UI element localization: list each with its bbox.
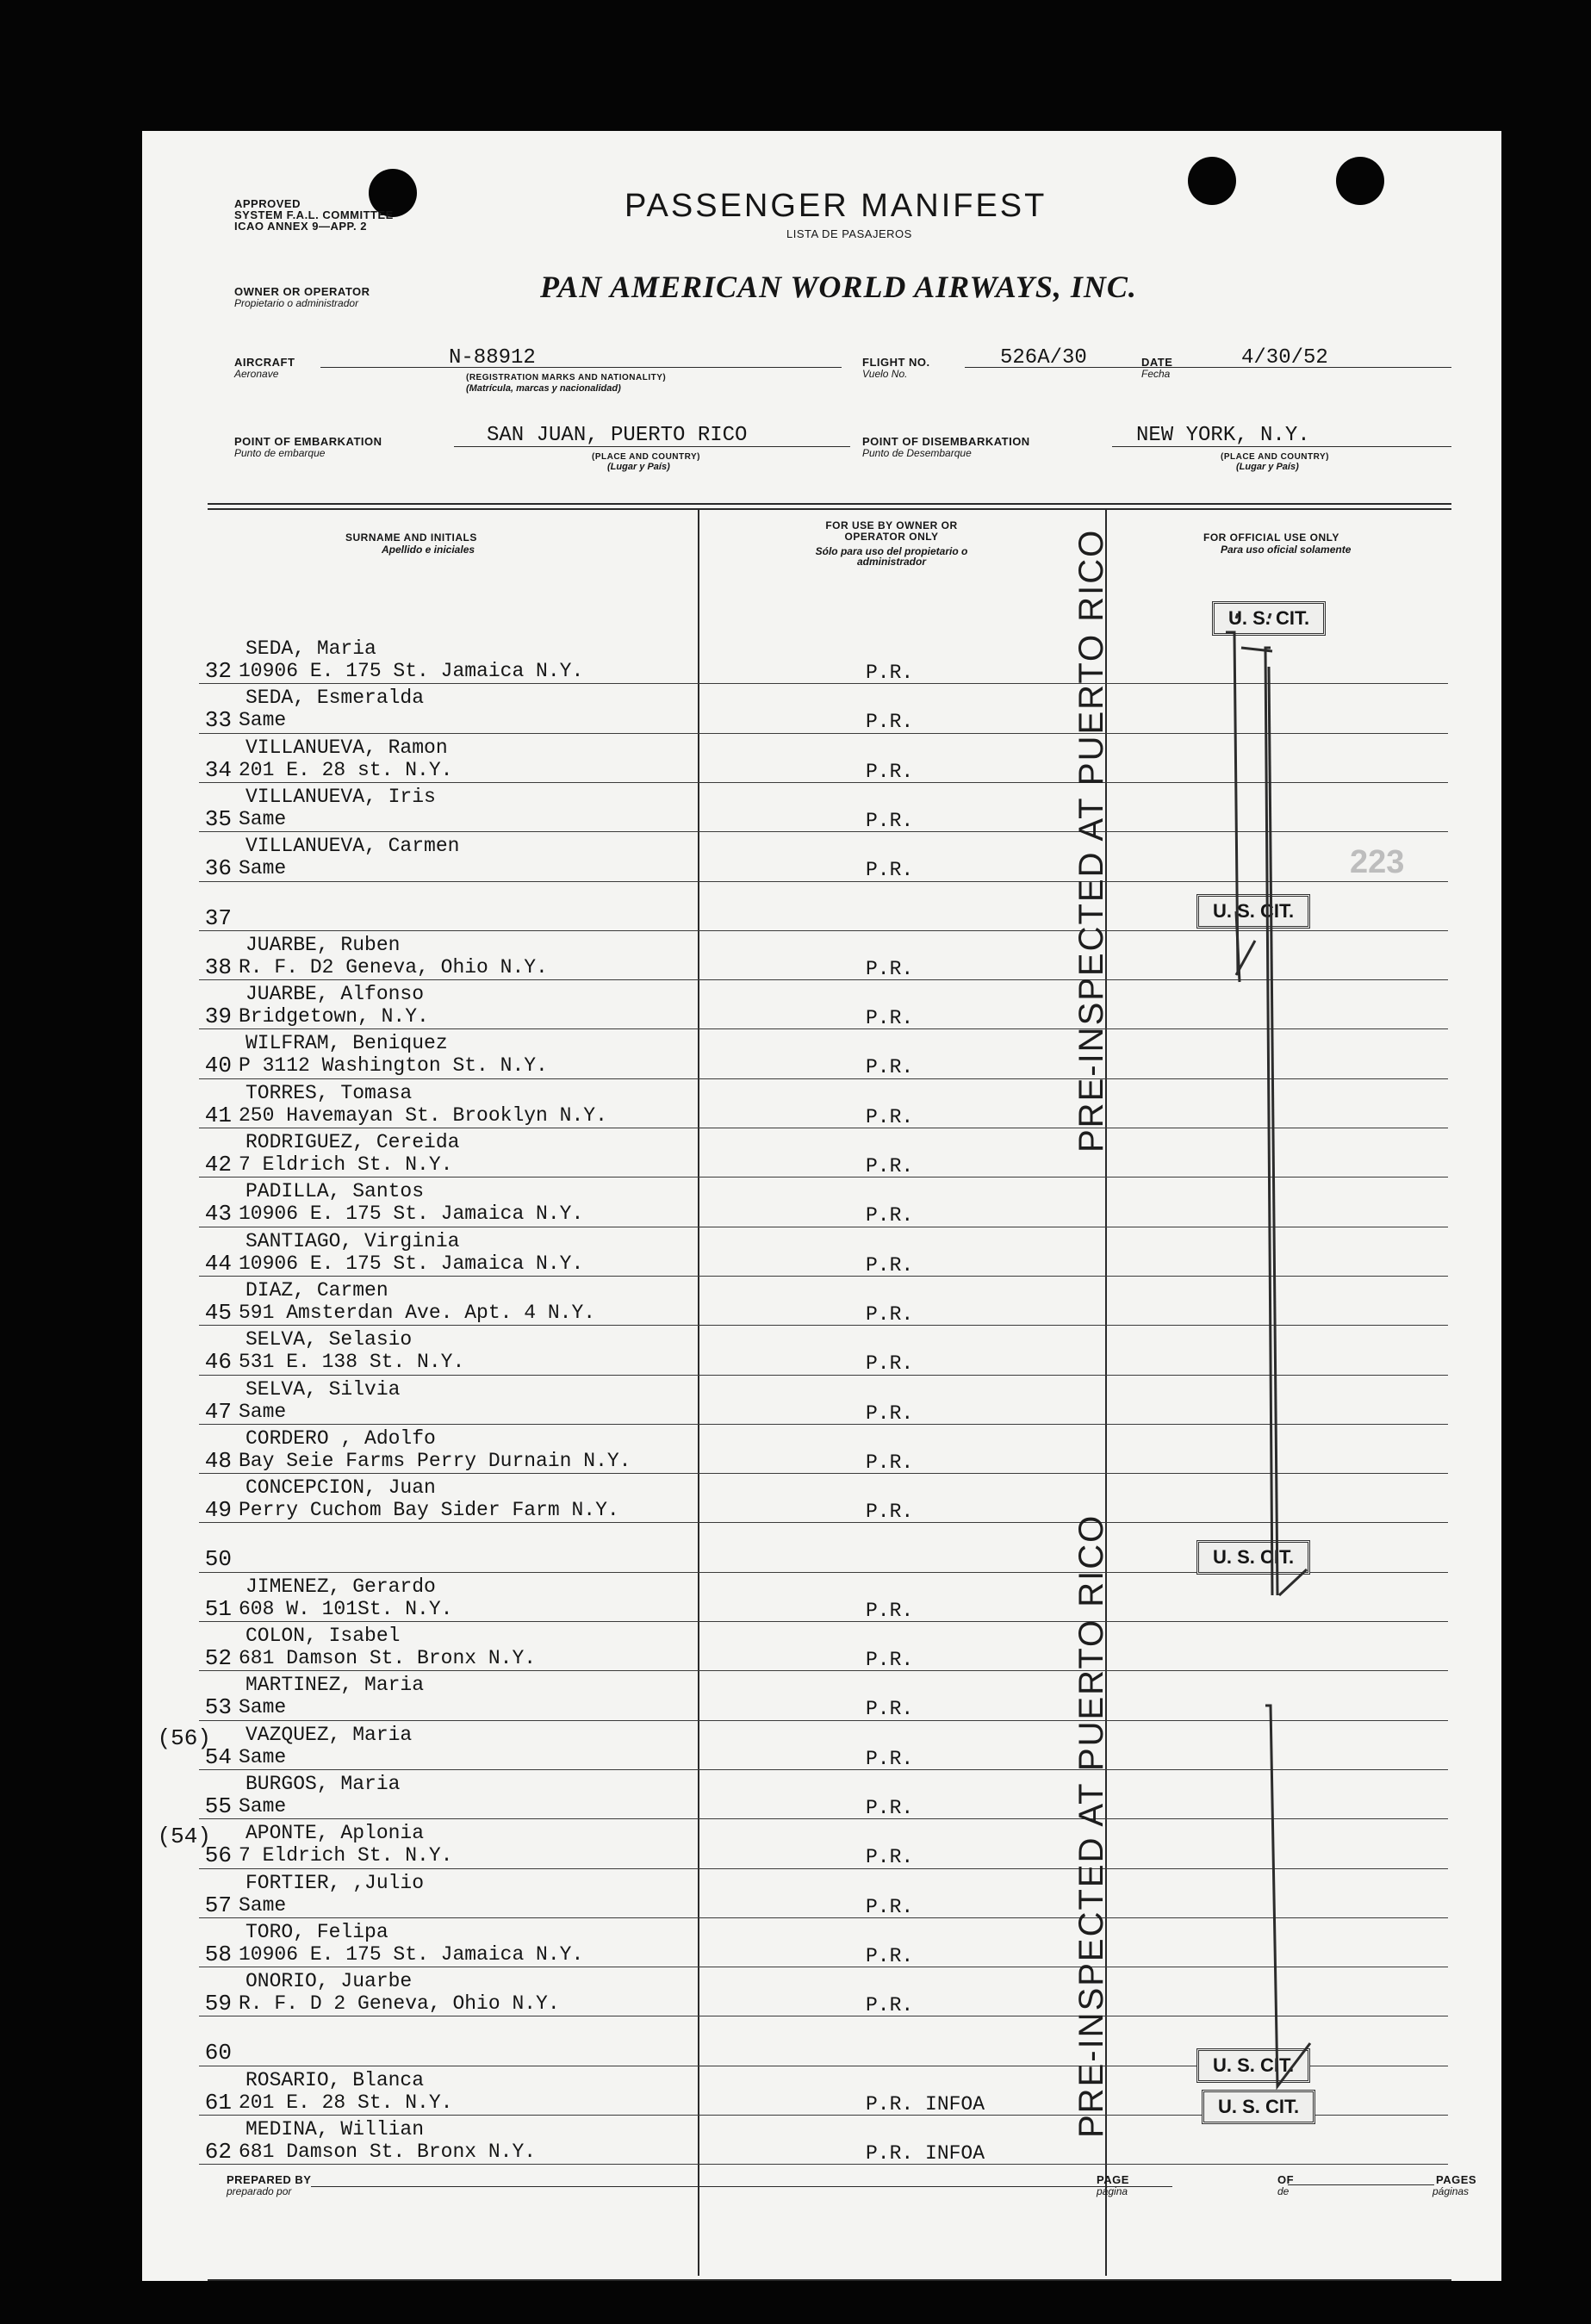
aircraft-note-es: (Matrícula, marcas y nacionalidad) <box>466 383 621 394</box>
passenger-address: 681 Damson St. Bronx N.Y. <box>239 2141 537 2163</box>
operator-code: P.R. <box>866 809 914 832</box>
of-label: OF <box>1277 2173 1295 2186</box>
passenger-address: Same <box>239 1745 287 1768</box>
aircraft-label: AIRCRAFT <box>234 356 295 369</box>
passenger-address: 201 E. 28 st. N.Y. <box>239 758 453 781</box>
passenger-name: VILLANUEVA, Iris <box>245 785 436 808</box>
operator-code: P.R. INFOA <box>866 2092 985 2116</box>
disembark-label-es: Punto de Desembarque <box>862 447 972 459</box>
passenger-name: SELVA, Silvia <box>245 1377 401 1401</box>
col-owner-header-es: Sólo para uso del propietario o administrador <box>815 545 968 568</box>
passenger-address: 201 E. 28 St. N.Y. <box>239 2091 453 2114</box>
passenger-address: Same <box>239 857 287 880</box>
operator-code: P.R. <box>866 859 914 882</box>
embark-label: POINT OF EMBARKATION <box>234 435 382 448</box>
pages-label: PAGES <box>1436 2173 1477 2186</box>
preinspected-stamp-1: PRE-INSPECTED AT PUERTO RICO <box>1072 528 1110 1153</box>
preinspected-stamp-2: PRE-INSPECTED AT PUERTO RICO <box>1072 1513 1110 2138</box>
passenger-name: JIMENEZ, Gerardo <box>245 1575 436 1598</box>
operator-code: P.R. <box>866 711 914 734</box>
operator-code: P.R. <box>866 1796 914 1819</box>
disembark-label: POINT OF DISEMBARKATION <box>862 435 1030 448</box>
row-number: 57 <box>204 1892 232 1918</box>
disembark-note-es: (Lugar y País) <box>1236 462 1299 472</box>
passenger-address: R. F. D2 Geneva, Ohio N.Y. <box>239 955 548 979</box>
row-number: 32 <box>204 658 232 684</box>
passenger-address: 250 Havemayan St. Brooklyn N.Y. <box>239 1103 607 1127</box>
passenger-name: TORO, Felipa <box>245 1920 388 1943</box>
row-number: 53 <box>204 1694 232 1721</box>
passenger-name: SELVA, Selasio <box>245 1328 413 1352</box>
row-number: 47 <box>204 1398 232 1425</box>
uscit-stamp-4: U. S. CIT. <box>1196 2048 1310 2083</box>
passenger-address: 10906 E. 175 St. Jamaica N.Y. <box>239 1942 584 1966</box>
aircraft-note: (REGISTRATION MARKS AND NATIONALITY) <box>466 373 667 382</box>
operator-code: P.R. <box>866 1253 914 1277</box>
passenger-address: 10906 E. 175 St. Jamaica N.Y. <box>239 1202 584 1226</box>
operator-code: P.R. <box>866 1501 914 1524</box>
row-number: 48 <box>204 1447 232 1474</box>
operator-code: P.R. <box>866 1944 914 1967</box>
uscit-stamp-2: U. S. CIT. <box>1196 894 1310 929</box>
passenger-name: JUARBE, Alfonso <box>245 983 425 1006</box>
passenger-address: Same <box>239 1893 287 1917</box>
passenger-address: 7 Eldrich St. N.Y. <box>239 1844 453 1867</box>
approval-block: APPROVED SYSTEM F.A.L. COMMITTEE ICAO ANNEX 9—APP. 2 <box>234 197 394 233</box>
col-surname-header-es: Apellido e iniciales <box>382 544 475 556</box>
passenger-address: P 3112 Washington St. N.Y. <box>239 1054 548 1078</box>
row-number: 37 <box>204 904 232 931</box>
row-number: 51 <box>204 1595 232 1622</box>
operator-code: P.R. <box>866 1401 914 1425</box>
page-title: PASSENGER MANIFEST <box>625 188 1047 224</box>
operator-code: P.R. <box>866 957 914 980</box>
date-value: 4/30/52 <box>1241 346 1328 370</box>
embark-value: SAN JUAN, PUERTO RICO <box>487 424 748 447</box>
passenger-address: 531 E. 138 St. N.Y. <box>239 1351 465 1374</box>
punch-hole-2 <box>1188 157 1236 205</box>
row-number: 59 <box>204 1991 232 2017</box>
pages-label-es: páginas <box>1433 2185 1470 2197</box>
col-official-header: FOR OFFICIAL USE ONLY <box>1203 531 1339 544</box>
aircraft-label-es: Aeronave <box>234 368 279 380</box>
passenger-name: MEDINA, Willian <box>245 2118 425 2141</box>
row-number: 35 <box>204 805 232 832</box>
operator-code: P.R. <box>866 1451 914 1474</box>
operator-code: P.R. <box>866 1302 914 1326</box>
operator-code: P.R. <box>866 1056 914 1079</box>
passenger-name: WILFRAM, Beniquez <box>245 1032 448 1055</box>
uscit-stamp-1: U. S. CIT. <box>1212 601 1326 636</box>
passenger-name: FORTIER, ,Julio <box>245 1871 425 1894</box>
operator-code: P.R. <box>866 1846 914 1869</box>
operator-code: P.R. <box>866 1698 914 1721</box>
operator-code: P.R. <box>866 760 914 783</box>
uscit-stamp-5: U. S. CIT. <box>1202 2090 1315 2124</box>
prepared-label-es: preparado por <box>227 2185 292 2197</box>
operator-code: P.R. <box>866 1895 914 1918</box>
row-number: 61 <box>204 2089 232 2116</box>
passenger-address: 591 Amsterdan Ave. Apt. 4 N.Y. <box>239 1301 596 1324</box>
passenger-name: ROSARIO, Blanca <box>245 2068 425 2091</box>
passenger-name: SANTIAGO, Virginia <box>245 1229 460 1252</box>
operator-code: P.R. <box>866 1599 914 1622</box>
operator-code: P.R. <box>866 1352 914 1376</box>
date-label: DATE <box>1141 356 1173 369</box>
row-number: 49 <box>204 1497 232 1524</box>
passenger-address: 608 W. 101St. N.Y. <box>239 1597 453 1620</box>
operator-code: P.R. <box>866 1204 914 1227</box>
passenger-address: R. F. D 2 Geneva, Ohio N.Y. <box>239 1992 560 2016</box>
page-label: PAGE <box>1097 2173 1129 2186</box>
owner-label-es: Propietario o administrador <box>234 297 359 309</box>
aircraft-value: N-88912 <box>449 346 536 370</box>
row-number: 62 <box>204 2139 232 2165</box>
row-number: 40 <box>204 1053 232 1079</box>
passenger-address: Bay Seie Farms Perry Durnain N.Y. <box>239 1449 631 1472</box>
embark-label-es: Punto de embarque <box>234 447 326 459</box>
disembark-value: NEW YORK, N.Y. <box>1136 424 1310 447</box>
passenger-address: Same <box>239 709 287 732</box>
uscit-stamp-3: U. S. CIT. <box>1196 1540 1310 1575</box>
disembark-note: (PLACE AND COUNTRY) <box>1221 452 1329 462</box>
ditto-marks <box>1107 613 1501 2147</box>
passenger-address: Same <box>239 1794 287 1818</box>
owner-label: OWNER OR OPERATOR <box>234 285 370 298</box>
row-number: 52 <box>204 1645 232 1671</box>
row-number: 55 <box>204 1793 232 1819</box>
passenger-address: 681 Damson St. Bronx N.Y. <box>239 1647 537 1669</box>
row-number-correction: (54) <box>157 1824 211 1850</box>
passenger-address: Same <box>239 1696 287 1719</box>
flight-value: 526A/30 <box>1000 346 1087 370</box>
row-number-correction: (56) <box>157 1724 211 1751</box>
row-number: 45 <box>204 1299 232 1326</box>
passenger-name: SEDA, Maria <box>245 637 376 660</box>
row-number: 41 <box>204 1102 232 1128</box>
owner-value: PAN AMERICAN WORLD AIRWAYS, INC. <box>540 270 1137 304</box>
passenger-name: CORDERO , Adolfo <box>245 1426 436 1450</box>
embark-note-es: (Lugar y País) <box>607 462 670 472</box>
row-number: 46 <box>204 1349 232 1376</box>
row-number: 60 <box>204 2040 232 2066</box>
passenger-address: 10906 E. 175 St. Jamaica N.Y. <box>239 660 584 682</box>
passenger-name: VILLANUEVA, Carmen <box>245 835 460 858</box>
page-label-es: página <box>1097 2185 1128 2197</box>
row-number: 33 <box>204 707 232 734</box>
col-owner-header: FOR USE BY OWNER OR OPERATOR ONLY <box>825 519 958 543</box>
operator-code: P.R. <box>866 1747 914 1770</box>
passenger-name: COLON, Isabel <box>245 1625 401 1647</box>
row-number: 38 <box>204 954 232 980</box>
passenger-address: Perry Cuchom Bay Sider Farm N.Y. <box>239 1499 619 1522</box>
row-number: 56 <box>204 1842 232 1869</box>
passenger-name: MARTINEZ, Maria <box>245 1674 425 1697</box>
operator-code: P.R. <box>866 1105 914 1128</box>
flight-label-es: Vuelo No. <box>862 368 908 380</box>
of-label-es: de <box>1277 2185 1290 2197</box>
row-number: 34 <box>204 756 232 783</box>
row-number: 50 <box>204 1546 232 1573</box>
page-number-annotation: 223 <box>1350 844 1405 880</box>
passenger-name: PADILLA, Santos <box>245 1180 425 1203</box>
operator-code: P.R. <box>866 1649 914 1671</box>
row-number: 43 <box>204 1201 232 1227</box>
row-number: 54 <box>204 1743 232 1770</box>
passenger-address: Same <box>239 807 287 830</box>
passenger-name: JUARBE, Ruben <box>245 933 401 956</box>
passenger-name: BURGOS, Maria <box>245 1772 401 1795</box>
row-number: 36 <box>204 855 232 882</box>
page-title-es: LISTA DE PASAJEROS <box>786 227 912 240</box>
passenger-name: TORRES, Tomasa <box>245 1081 413 1104</box>
manifest-sheet <box>142 131 1501 2281</box>
passenger-name: SEDA, Esmeralda <box>245 687 425 710</box>
punch-hole-3 <box>1336 157 1384 205</box>
passenger-address: 7 Eldrich St. N.Y. <box>239 1153 453 1176</box>
operator-code: P.R. <box>866 662 914 684</box>
passenger-name: DIAZ, Carmen <box>245 1278 388 1302</box>
passenger-name: APONTE, Aplonia <box>245 1822 425 1845</box>
operator-code: P.R. <box>866 1994 914 2017</box>
col-official-header-es: Para uso oficial solamente <box>1221 544 1352 556</box>
passenger-name: VILLANUEVA, Ramon <box>245 736 448 759</box>
flight-label: FLIGHT NO. <box>862 356 930 369</box>
row-number: 42 <box>204 1152 232 1178</box>
passenger-name: VAZQUEZ, Maria <box>245 1723 413 1746</box>
date-label-es: Fecha <box>1141 368 1171 380</box>
prepared-label: PREPARED BY <box>227 2173 312 2186</box>
row-number: 58 <box>204 1941 232 1967</box>
passenger-name: RODRIGUEZ, Cereida <box>245 1131 460 1153</box>
row-number: 39 <box>204 1004 232 1030</box>
passenger-address: Bridgetown, N.Y. <box>239 1005 429 1028</box>
embark-note: (PLACE AND COUNTRY) <box>592 452 700 462</box>
operator-code: P.R. <box>866 1007 914 1030</box>
operator-code: P.R. <box>866 1155 914 1178</box>
passenger-name: ONORIO, Juarbe <box>245 1970 413 1993</box>
passenger-address: Same <box>239 1400 287 1423</box>
passenger-address: 10906 E. 175 St. Jamaica N.Y. <box>239 1252 584 1275</box>
operator-code: P.R. INFOA <box>866 2142 985 2165</box>
row-number: 44 <box>204 1250 232 1277</box>
passenger-name: CONCEPCION, Juan <box>245 1476 436 1500</box>
col-surname-header: SURNAME AND INITIALS <box>345 531 477 544</box>
